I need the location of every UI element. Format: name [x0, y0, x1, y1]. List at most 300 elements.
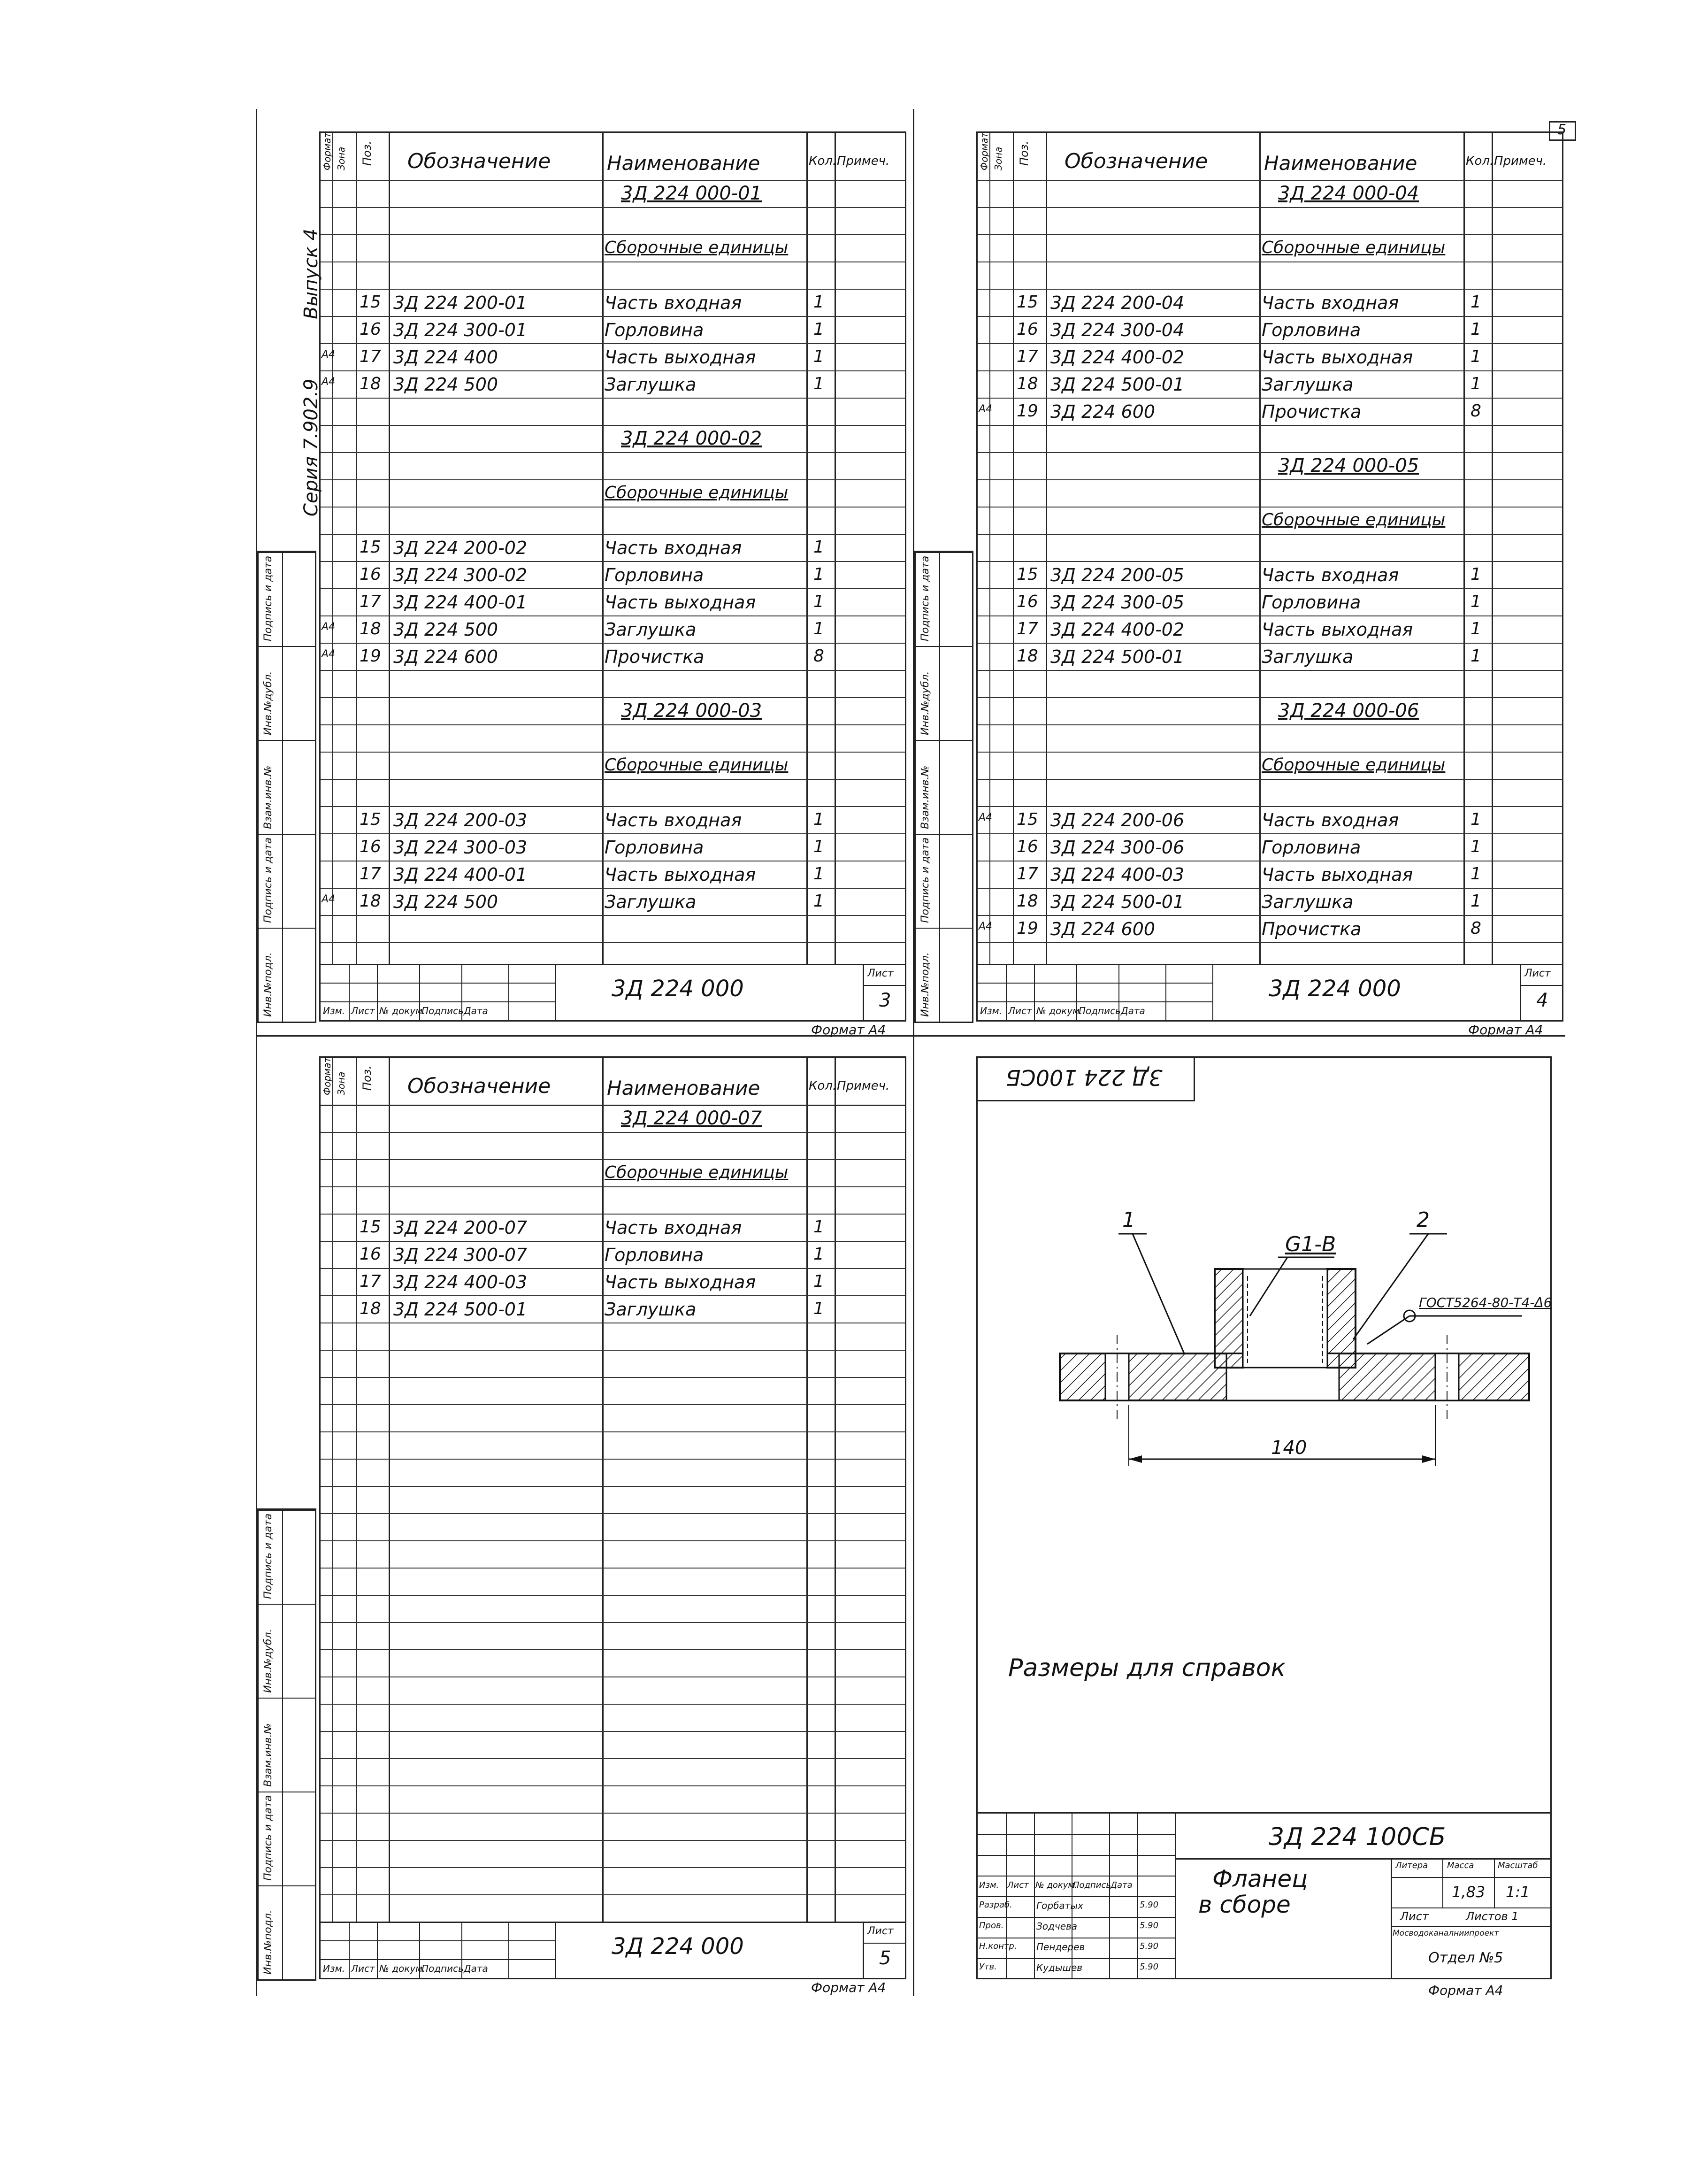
item-qty: 1	[1471, 864, 1481, 884]
item-name: Заглушка	[1262, 892, 1354, 912]
item-pos: 19	[360, 646, 381, 666]
footer-col-label: № докум.	[379, 1005, 426, 1016]
item-qty: 1	[813, 320, 824, 339]
item-qty: 1	[813, 347, 824, 366]
table-row-line	[978, 561, 1562, 562]
footer-col-label: № докум.	[1036, 1005, 1083, 1016]
header-pos: Поз.	[360, 140, 374, 166]
column-divider	[602, 1058, 604, 1922]
footer-sheet-line	[863, 1943, 905, 1944]
revision-mark: А4	[322, 349, 336, 361]
item-name: Горловина	[1262, 320, 1361, 340]
tb-person: Кудышев	[1036, 1962, 1083, 1973]
stamp-line	[259, 740, 315, 741]
header-pos: Поз.	[1018, 140, 1031, 166]
item-name: Заглушка	[605, 892, 697, 912]
table-row-line	[321, 697, 905, 698]
tb-row-line	[978, 1917, 1175, 1918]
mirrored-code: 3Д 224 100СБ	[1006, 1065, 1163, 1090]
footer-doc-number: 3Д 224 000	[612, 1933, 744, 1960]
tb-scale-label: Масштаб	[1498, 1861, 1538, 1870]
stamp-label: Подпись и дата	[262, 837, 274, 923]
group-title: 3Д 224 000-05	[1278, 455, 1419, 477]
header-name: Наименование	[607, 1077, 760, 1100]
table-row-line	[321, 1377, 905, 1378]
table-row-line	[321, 452, 905, 453]
item-name: Прочистка	[1262, 919, 1362, 939]
tb-header-col: Дата	[1111, 1880, 1133, 1890]
header-designation: Обозначение	[407, 1074, 551, 1098]
table-row-line	[321, 833, 905, 834]
tb-name-divider	[1391, 1858, 1392, 1978]
stamp-line	[259, 552, 315, 553]
item-designation: 3Д 224 200-07	[393, 1217, 528, 1238]
item-qty: 1	[1471, 837, 1481, 856]
item-designation: 3Д 224 300-03	[393, 837, 528, 858]
item-designation: 3Д 224 500	[393, 619, 498, 640]
footer-format: Формат А4	[811, 1022, 886, 1038]
stamp-divider	[939, 552, 940, 1022]
title-block	[978, 1812, 1550, 1998]
tb-col-line	[1034, 1814, 1035, 1978]
item-name: Горловина	[605, 1245, 704, 1265]
item-pos: 18	[1017, 646, 1038, 666]
stamp-line	[259, 1510, 315, 1511]
tb-person: Пендерев	[1036, 1941, 1085, 1953]
reference-note: Размеры для справок	[1008, 1654, 1286, 1682]
footer-doc-number: 3Д 224 000	[1269, 976, 1401, 1002]
stamp-line	[259, 1885, 315, 1886]
item-qty: 1	[1471, 320, 1481, 339]
table-row-line	[321, 343, 905, 344]
group-title: 3Д 224 000-07	[621, 1107, 762, 1129]
footer-top-line	[978, 964, 1562, 965]
item-designation: 3Д 224 200-01	[393, 292, 528, 313]
table-row-line	[321, 615, 905, 616]
column-divider	[602, 133, 604, 964]
section-title: Сборочные единицы	[1262, 755, 1446, 775]
table-row-line	[321, 261, 905, 262]
item-qty: 8	[1471, 401, 1481, 421]
table-row-line	[321, 316, 905, 317]
tb-col-line	[1109, 1814, 1110, 1978]
column-divider	[835, 1058, 836, 1922]
footer-mid-line	[321, 1959, 555, 1960]
tb-mass-label: Масса	[1447, 1861, 1474, 1870]
item-qty: 1	[1471, 565, 1481, 584]
item-pos: 15	[360, 810, 381, 829]
stamp-line	[259, 646, 315, 647]
footer-format: Формат А4	[1468, 1022, 1543, 1038]
table-row-line	[321, 1704, 905, 1705]
item-pos: 15	[360, 292, 381, 312]
side-stamp	[257, 551, 316, 1023]
item-name: Часть входная	[605, 1217, 742, 1238]
footer-mid-line	[321, 983, 555, 984]
item-name: Часть входная	[1262, 810, 1399, 831]
tb-name-line1: Фланец	[1212, 1865, 1308, 1892]
column-divider	[1013, 133, 1014, 964]
stamp-label: Взам.инв.№	[262, 765, 274, 829]
footer-divider	[1034, 964, 1035, 1020]
item-pos: 18	[360, 374, 381, 393]
table-row-line	[978, 915, 1562, 916]
table-row-line	[978, 207, 1562, 208]
item-qty: 1	[813, 1217, 824, 1237]
table-row-line	[321, 1268, 905, 1269]
item-pos: 17	[1017, 347, 1038, 366]
stamp-label: Инв.№дубл.	[262, 671, 274, 735]
table-row-line	[321, 1186, 905, 1187]
stamp-label: Взам.инв.№	[919, 765, 931, 829]
footer-sheet-divider	[863, 964, 864, 1020]
item-qty: 8	[813, 646, 824, 666]
coupling-left-wall	[1215, 1269, 1243, 1368]
footer-col-label: Дата	[464, 1005, 488, 1016]
table-row-line	[321, 1132, 905, 1133]
tb-header-col: № докум.	[1035, 1880, 1077, 1890]
revision-mark: А4	[322, 648, 336, 660]
table-row-line	[978, 806, 1562, 807]
assembly-drawing-frame	[976, 1056, 1552, 1998]
section-title: Сборочные единицы	[605, 755, 789, 775]
tb-header-col: Изм.	[979, 1880, 999, 1890]
footer-sheet-line	[863, 985, 905, 986]
column-divider	[806, 133, 808, 964]
header-zone: Зона	[336, 1071, 347, 1095]
column-divider	[1463, 133, 1465, 964]
tb-sheets-label: Листов 1	[1466, 1910, 1519, 1923]
table-row-line	[321, 1159, 905, 1160]
item-name: Прочистка	[1262, 401, 1362, 422]
item-name: Прочистка	[605, 646, 705, 667]
item-pos: 17	[1017, 619, 1038, 638]
footer-col-label: Лист	[351, 1963, 375, 1974]
footer-col-label: Подпись	[1079, 1005, 1121, 1016]
footer-col-label: Подпись	[421, 1963, 464, 1974]
footer-sheet-divider	[1520, 964, 1521, 1020]
table-row-line	[978, 180, 1562, 181]
header-qty: Кол.	[809, 1079, 837, 1093]
stamp-label: Подпись и дата	[919, 837, 931, 923]
column-divider	[1259, 133, 1261, 964]
header-designation: Обозначение	[407, 149, 551, 173]
item-pos: 16	[360, 837, 381, 856]
tb-header-col: Подпись	[1073, 1880, 1111, 1890]
column-divider	[806, 1058, 808, 1922]
table-row-line	[321, 942, 905, 943]
header-designation: Обозначение	[1065, 149, 1208, 173]
weld-label: ГОСТ5264-80-Т4-Δ6	[1419, 1295, 1552, 1310]
table-row-line	[978, 697, 1562, 698]
table-row-line	[321, 561, 905, 562]
item-pos: 15	[360, 538, 381, 557]
column-divider	[332, 133, 333, 964]
item-pos: 17	[360, 864, 381, 884]
table-row-line	[321, 207, 905, 208]
item-designation: 3Д 224 400-02	[1050, 347, 1185, 368]
footer-sheet-number: 3	[879, 990, 891, 1011]
stamp-label: Инв.№дубл.	[262, 1629, 274, 1693]
stamp-label: Инв.№дубл.	[919, 671, 931, 735]
group-title: 3Д 224 000-02	[621, 428, 762, 449]
table-row-line	[978, 479, 1562, 480]
spec-sheet-2	[919, 131, 1563, 1038]
table-row-line	[321, 1540, 905, 1541]
item-name: Заглушка	[1262, 646, 1354, 667]
center-horizontal-divider	[256, 1035, 1565, 1037]
footer-sheet-label: Лист	[867, 968, 894, 979]
tb-row-line	[978, 1958, 1175, 1959]
table-row-line	[321, 1105, 905, 1106]
item-name: Заглушка	[1262, 374, 1354, 395]
stamp-label: Подпись и дата	[262, 1795, 274, 1881]
item-name: Заглушка	[605, 374, 697, 395]
column-divider	[389, 1058, 390, 1922]
item-designation: 3Д 224 400-03	[393, 1272, 528, 1292]
item-pos: 18	[1017, 374, 1038, 393]
header-format: Формат	[322, 1057, 333, 1095]
header-pos: Поз.	[360, 1065, 374, 1091]
item-designation: 3Д 224 300-07	[393, 1245, 528, 1265]
tb-row-line	[978, 1855, 1175, 1856]
item-qty: 1	[813, 592, 824, 611]
item-qty: 1	[813, 292, 824, 312]
footer-divider	[349, 964, 350, 1020]
item-designation: 3Д 224 500-01	[1050, 646, 1185, 667]
group-title: 3Д 224 000-04	[1278, 183, 1419, 204]
tb-sheet-line	[1391, 1907, 1550, 1908]
header-format: Формат	[322, 132, 333, 170]
table-row-line	[321, 1595, 905, 1596]
thread-label: G1-B	[1285, 1232, 1336, 1256]
stamp-line	[916, 740, 972, 741]
tb-header-col: Лист	[1007, 1880, 1029, 1890]
item-designation: 3Д 224 500-01	[393, 1299, 528, 1320]
table-row-line	[321, 425, 905, 426]
footer-divider	[377, 1922, 378, 1978]
table-row-line	[978, 779, 1562, 780]
footer-sheet-number: 4	[1536, 990, 1548, 1011]
footer-sheet-line	[1520, 985, 1562, 986]
revision-mark: А4	[979, 921, 993, 932]
item-name: Часть выходная	[605, 864, 756, 885]
coupling-bore	[1243, 1269, 1327, 1368]
item-designation: 3Д 224 200-05	[1050, 565, 1185, 585]
item-name: Часть выходная	[605, 592, 756, 613]
item-qty: 1	[1471, 810, 1481, 829]
item-qty: 1	[813, 1272, 824, 1291]
item-pos: 17	[360, 347, 381, 366]
table-row-line	[321, 643, 905, 644]
table-row-line	[321, 670, 905, 671]
item-pos: 16	[1017, 320, 1038, 339]
header-qty: Кол.	[809, 154, 837, 168]
table-row-line	[321, 1241, 905, 1242]
section-title: Сборочные единицы	[605, 483, 789, 502]
item-qty: 1	[1471, 292, 1481, 312]
table-row-line	[978, 615, 1562, 616]
table-row-line	[978, 289, 1562, 290]
header-zone: Зона	[336, 146, 347, 170]
item-qty: 1	[813, 1299, 824, 1318]
revision-mark: А4	[322, 376, 336, 388]
item-qty: 1	[1471, 347, 1481, 366]
table-row-line	[321, 1513, 905, 1514]
stamp-divider	[282, 552, 283, 1022]
table-row-line	[978, 724, 1562, 725]
dimension-label: 140	[1271, 1437, 1307, 1459]
item-qty: 1	[1471, 619, 1481, 638]
table-row-line	[321, 1431, 905, 1432]
table-row-line	[321, 1785, 905, 1786]
item-designation: 3Д 224 300-02	[393, 565, 528, 585]
table-row-line	[978, 452, 1562, 453]
item-designation: 3Д 224 500	[393, 374, 498, 395]
footer-divider	[377, 964, 378, 1020]
tb-mass: 1,83	[1452, 1883, 1486, 1901]
footer-divider	[1006, 964, 1007, 1020]
item-qty: 1	[813, 374, 824, 393]
table-row-line	[321, 1486, 905, 1487]
footer-col-label: Изм.	[323, 1963, 345, 1974]
item-name: Часть входная	[605, 538, 742, 558]
item-qty: 1	[813, 565, 824, 584]
series-label: Серия 7.902.9	[300, 378, 322, 516]
table-row-line	[978, 833, 1562, 834]
tb-role: Н.контр.	[979, 1941, 1017, 1951]
item-designation: 3Д 224 200-02	[393, 538, 528, 558]
footer-mid-line	[321, 1001, 555, 1002]
footer-top-line	[321, 1922, 905, 1923]
column-divider	[332, 1058, 333, 1922]
stamp-line	[259, 1604, 315, 1605]
table-row-line	[321, 1649, 905, 1650]
item-name: Горловина	[1262, 592, 1361, 613]
table-row-line	[978, 588, 1562, 589]
footer-col-label: Изм.	[323, 1005, 345, 1016]
tb-role: Пров.	[979, 1921, 1004, 1930]
item-pos: 18	[1017, 892, 1038, 911]
footer-mid-line	[978, 983, 1212, 984]
column-divider	[1046, 133, 1047, 964]
table-row-line	[321, 1214, 905, 1215]
tb-name-line2: в сборе	[1198, 1891, 1291, 1918]
item-name: Часть входная	[605, 292, 742, 313]
table-row-line	[321, 1813, 905, 1814]
table-row-line	[978, 425, 1562, 426]
stamp-label: Подпись и дата	[262, 1513, 274, 1599]
tb-row-line	[978, 1834, 1175, 1835]
table-row-line	[978, 507, 1562, 508]
stamp-line	[916, 646, 972, 647]
column-divider	[989, 133, 990, 964]
column-divider	[356, 1058, 357, 1922]
footer-sheet-label: Лист	[867, 1925, 894, 1937]
footer-divider	[1212, 964, 1213, 1020]
stamp-label: Взам.инв.№	[262, 1723, 274, 1787]
item-name: Часть входная	[605, 810, 742, 831]
footer-divider	[508, 964, 509, 1020]
item-pos: 19	[1017, 919, 1038, 938]
item-name: Горловина	[605, 320, 704, 340]
revision-mark: А4	[322, 621, 336, 633]
tb-role: Разраб.	[979, 1900, 1012, 1910]
item-designation: 3Д 224 200-03	[393, 810, 528, 831]
tb-col-line	[1006, 1814, 1007, 1978]
item-pos: 16	[1017, 592, 1038, 611]
item-name: Горловина	[605, 837, 704, 858]
revision-mark: А4	[322, 893, 336, 905]
column-divider	[356, 133, 357, 964]
tb-litera-line	[1391, 1877, 1550, 1878]
item-pos: 17	[1017, 864, 1038, 884]
item-qty: 1	[813, 538, 824, 557]
stamp-line	[259, 834, 315, 835]
table-row-line	[978, 316, 1562, 317]
table-row-line	[978, 942, 1562, 943]
tb-date: 5.90	[1140, 1962, 1159, 1972]
item-qty: 1	[1471, 646, 1481, 666]
footer-col-label: № докум.	[379, 1963, 426, 1974]
table-row-line	[321, 398, 905, 399]
table-row-line	[321, 806, 905, 807]
stamp-label: Подпись и дата	[919, 555, 931, 641]
tb-person: Горбатых	[1036, 1900, 1083, 1911]
item-name: Часть выходная	[1262, 864, 1413, 885]
table-row-line	[321, 752, 905, 753]
tb-date: 5.90	[1140, 1900, 1159, 1910]
tb-scale: 1:1	[1506, 1883, 1530, 1901]
table-row-line	[321, 1676, 905, 1677]
table-row-line	[321, 234, 905, 235]
tb-format: Формат А4	[1428, 1983, 1503, 1998]
item-pos: 15	[1017, 565, 1038, 584]
table-row-line	[321, 1295, 905, 1296]
item-pos: 16	[1017, 837, 1038, 856]
item-pos: 15	[360, 1217, 381, 1237]
table-row-line	[321, 1894, 905, 1895]
item-name: Часть входная	[1262, 565, 1399, 585]
stamp-label: Инв.№подл.	[919, 952, 931, 1017]
footer-col-label: Лист	[1008, 1005, 1032, 1016]
table-row-line	[321, 1568, 905, 1569]
tb-sheet-label: Лист	[1400, 1910, 1429, 1923]
item-name: Часть выходная	[605, 1272, 756, 1292]
tb-litera-col	[1442, 1858, 1443, 1907]
side-stamp	[914, 551, 973, 1023]
tb-org1: Мосводоканалниипроект	[1393, 1929, 1499, 1938]
table-row-line	[978, 370, 1562, 371]
item-designation: 3Д 224 300-05	[1050, 592, 1185, 613]
item-qty: 1	[813, 837, 824, 856]
item-designation: 3Д 224 500-01	[1050, 892, 1185, 912]
mirrored-code-box	[976, 1056, 1195, 1101]
stamp-label: Подпись и дата	[262, 555, 274, 641]
item-designation: 3Д 224 600	[1050, 401, 1156, 422]
header-note: Примеч.	[1494, 154, 1547, 168]
column-divider	[835, 133, 836, 964]
footer-col-label: Подпись	[421, 1005, 464, 1016]
section-title: Сборочные единицы	[1262, 238, 1446, 257]
footer-sheet-number: 5	[879, 1947, 891, 1969]
item-name: Горловина	[605, 565, 704, 585]
item-pos: 16	[360, 320, 381, 339]
revision-mark: А4	[979, 812, 993, 823]
table-row-line	[321, 1867, 905, 1868]
item-name: Горловина	[1262, 837, 1361, 858]
item-designation: 3Д 224 400	[393, 347, 498, 368]
